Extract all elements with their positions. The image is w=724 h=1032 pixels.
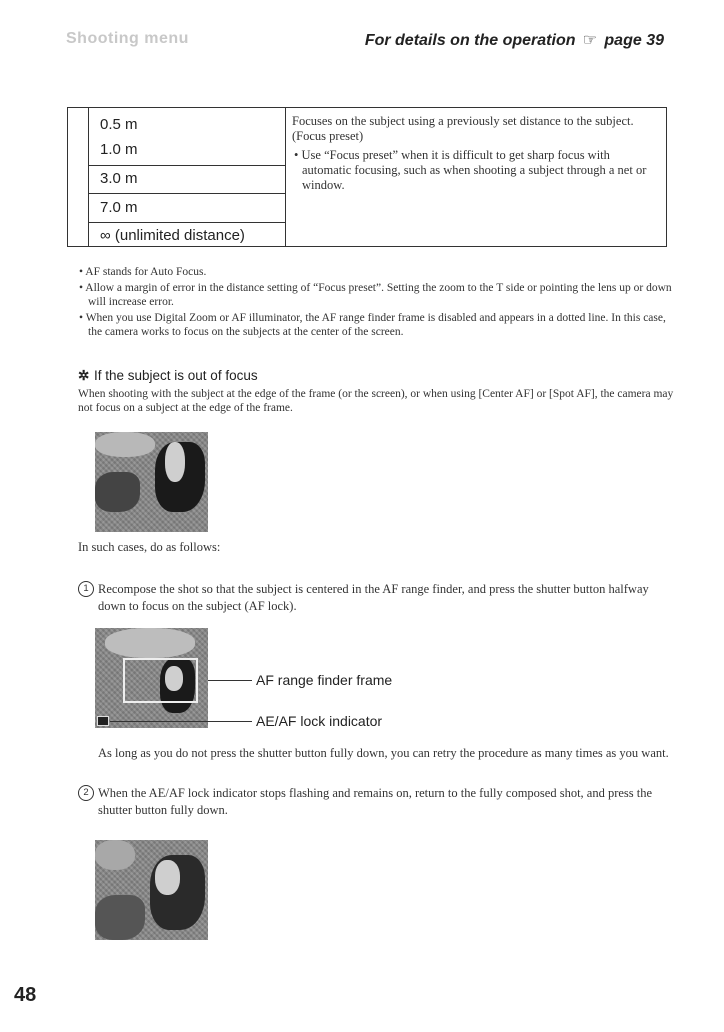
follow-caption: In such cases, do as follows: [78,540,221,554]
step-text: Recompose the shot so that the subject is centered in the AF range finder, and press the shutter button halfway down to focus on the subject (AF lock). [98,582,649,613]
option-row: 7.0 m [100,199,138,216]
option-row: 0.5 m [100,116,138,133]
page-number: 48 [14,984,37,1006]
step-text: When the AE/AF lock indicator stops flashing and remains on, return to the fully composed shot, and press the shutter button fully down. [98,786,653,817]
notes-list [78,265,678,341]
option-row: 3.0 m [100,170,138,187]
note-item: • AF stands for Auto Focus. [79,266,207,278]
example-photo-af-lock [95,628,208,728]
note-item: • When you use Digital Zoom or AF illuminator, the AF range finder frame is disabled and appears in a dotted line. In this case, the camera works to focus on the subjects at the center of the screen. [79,312,666,338]
option-row: ∞ (unlimited distance) [100,227,245,244]
step-number: 1 [78,581,94,597]
example-photo-recomposed [95,840,208,940]
tip-icon: ✲ [78,368,90,383]
ae-af-lock-indicator [97,716,109,726]
reference-page: page 39 [604,32,664,49]
row-divider [88,165,286,166]
tip-body: When shooting with the subject at the edge of the frame (or the screen), or when using [Center AF] or [Spot AF], the camera may not focus on a subject at the edge of the frame. [78,388,674,414]
example-photo-off-center [95,432,208,532]
focus-preset-table [67,107,667,247]
af-frame-label: AF range finder frame [256,672,393,688]
page-reference [365,30,664,50]
option-description [292,114,662,193]
row-divider [88,193,286,194]
reference-prefix: For details on the operation [364,32,576,49]
section-title: Shooting menu [66,30,189,47]
step-item [78,785,678,819]
tip-heading: ✲ If the subject is out of focus [78,368,258,383]
page-reference-icon: ☞ [582,32,598,49]
leader-line [110,721,252,722]
leader-line [208,680,252,681]
af-range-finder-frame [123,658,198,703]
ae-af-lock-label: AE/AF lock indicator [256,713,383,729]
row-divider [88,222,286,223]
description-bullet: • Use “Focus preset” when it is difficult to get sharp focus with automatic focusing, such as when shooting a subject through a net or window. [294,148,647,192]
description-text: Focuses on the subject using a previously set distance to the subject. (Focus preset) [292,114,634,143]
retry-text: As long as you do not press the shutter button fully down, you can retry the procedure as many times as you want. [98,746,669,760]
step-item [78,581,678,615]
step-number: 2 [78,785,94,801]
option-row: 1.0 m [100,141,138,158]
note-item: • Allow a margin of error in the distance setting of “Focus preset”. Setting the zoom to the T side or pointing the lens up or down will increase error. [79,282,672,308]
